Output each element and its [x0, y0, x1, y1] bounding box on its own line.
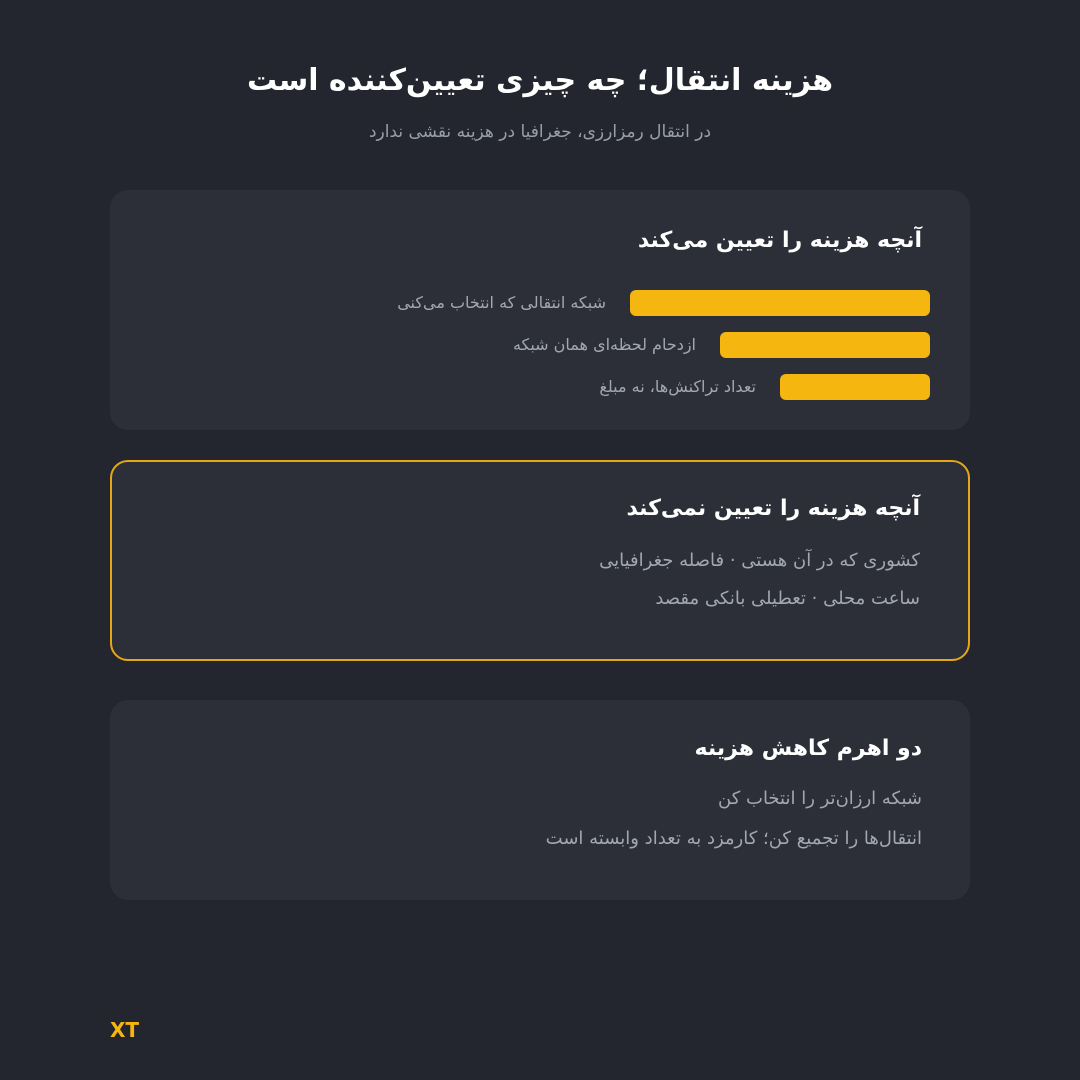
not-determines-card — [110, 460, 970, 661]
factor-row — [110, 374, 930, 400]
determines-card — [110, 190, 970, 430]
lever-line: شبکه ارزان‌تر را انتخاب کن — [718, 788, 922, 809]
levers-card — [110, 700, 970, 900]
not-determines-line: کشوری که در آن هستی · فاصله جغرافیایی — [599, 550, 920, 571]
page-title: هزینه انتقال؛ چه چیزی تعیین‌کننده است — [246, 63, 834, 98]
factor-row — [110, 332, 930, 358]
levers-card-title: دو اهرم کاهش هزینه — [694, 736, 922, 761]
factor-label: شبکه انتقالی که انتخاب می‌کنی — [397, 293, 606, 312]
factor-bar — [630, 290, 930, 316]
determines-card-title: آنچه هزینه را تعیین می‌کند — [637, 228, 922, 253]
not-determines-card-title: آنچه هزینه را تعیین نمی‌کند — [626, 496, 920, 521]
lever-line: انتقال‌ها را تجمیع کن؛ کارمزد به تعداد وابسته است — [545, 828, 922, 849]
factor-bar — [720, 332, 930, 358]
factor-label: ازدحام لحظه‌ای همان شبکه — [512, 335, 696, 354]
not-determines-line: ساعت محلی · تعطیلی بانکی مقصد — [655, 588, 920, 609]
brand-logo: XT — [110, 1018, 140, 1042]
factor-bar — [780, 374, 930, 400]
factor-row — [110, 290, 930, 316]
page-subtitle: در انتقال رمزارزی، جغرافیا در هزینه نقشی ندارد — [368, 122, 712, 142]
factor-label: تعداد تراکنش‌ها، نه مبلغ — [599, 377, 756, 396]
